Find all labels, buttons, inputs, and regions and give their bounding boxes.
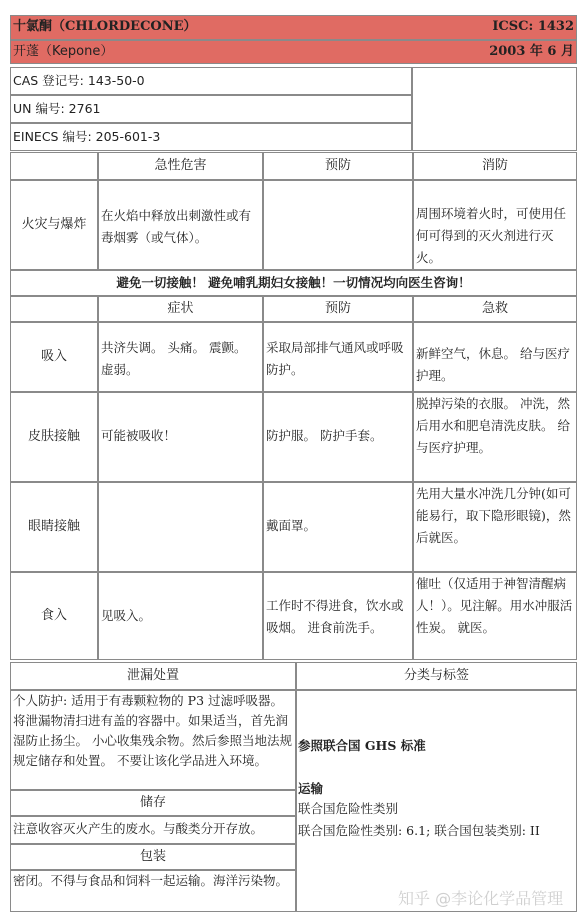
chemical-name: 十氯酮（CHLORDECONE） [13,19,197,34]
spill-text: 个人防护: 适用于有毒颗粒物的 P3 过滤呼吸器。将泄漏物清扫进有盖的容器中。如果适当，首先润湿防止扬尘。 小心收集残余物。然后参照当地法规规定储存和处置。 不要让该化学品进入环境。 [10,690,296,790]
skin-contact-label: 皮肤接触 [10,392,98,482]
chemical-alias: 开蓬（Kepone） [13,44,114,59]
icsc-number: ICSC: 1432 [492,19,574,34]
storage-text: 注意收容灭火产生的废水。与酸类分开存放。 [10,816,296,844]
header-first-aid: 急救 [413,296,577,322]
header-acute-hazard: 急性危害 [98,152,263,180]
header-symptoms: 症状 [98,296,263,322]
spill-title: 泄漏处置 [10,662,296,690]
exposure-warning: 避免一切接触！ 避免哺乳期妇女接触！一切情况均向医生咨询！ [10,270,577,296]
einecs-number: EINECS 编号: 205-601-3 [13,129,161,144]
ingestion-prevention: 工作时不得进食，饮水或吸烟。 进食前洗手。 [263,572,413,660]
skin-symptom: 可能被吸收！ [98,392,263,482]
inhalation-first-aid: 新鲜空气，休息。 给与医疗护理。 [413,322,577,392]
inhalation-symptom: 共济失调。 头痛。 震颤。 虚弱。 [98,322,263,392]
cas-number: CAS 登记号: 143-50-0 [13,73,145,88]
fire-hazard: 在火焰中释放出刺激性或有毒烟雾（或气体）。 [98,180,263,270]
issue-date: 2003 年 6 月 [489,44,574,59]
inhalation-prevention: 采取局部排气通风或呼吸防护。 [263,322,413,392]
storage-title: 储存 [10,790,296,816]
ingestion-symptom: 见吸入。 [98,572,263,660]
fire-explosion-label: 火灾与爆炸 [10,180,98,270]
eye-symptom [98,482,263,572]
un-number: UN 编号: 2761 [13,101,101,116]
firefighting: 周围环境着火时，可使用任何可得到的灭火剂进行灭火。 [413,180,577,270]
watermark: 知乎 @李论化学品管理 [398,889,564,908]
eye-first-aid: 先用大量水冲洗几分钟(如可能易行，取下隐形眼镜)，然后就医。 [413,482,577,572]
ingestion-label: 食入 [10,572,98,660]
hazard-header-blank [10,152,98,180]
classification-title: 分类与标签 [296,662,577,690]
inhalation-label: 吸入 [10,322,98,392]
header-firefighting: 消防 [413,152,577,180]
header-exposure-prevention: 预防 [263,296,413,322]
skin-prevention: 防护服。 防护手套。 [263,392,413,482]
un-hazard-class-detail: 联合国危险性类别: 6.1; 联合国包装类别: II [298,823,540,838]
packaging-text: 密闭。不得与食品和饲料一起运输。海洋污染物。 [10,870,296,912]
fire-prevention [263,180,413,270]
exposure-header-blank [10,296,98,322]
eye-contact-label: 眼睛接触 [10,482,98,572]
transport-title: 运输 [298,781,324,796]
header-prevention: 预防 [263,152,413,180]
ingestion-first-aid: 催吐（仅适用于神智清醒病人！）。见注解。用水冲服活性炭。 就医。 [413,572,577,660]
id-side-blank [412,67,577,151]
eye-prevention: 戴面罩。 [263,482,413,572]
un-hazard-class-label: 联合国危险性类别 [298,801,399,816]
packaging-title: 包装 [10,844,296,870]
skin-first-aid: 脱掉污染的衣服。 冲洗，然后用水和肥皂清洗皮肤。 给与医疗护理。 [413,392,577,482]
ghs-reference: 参照联合国 GHS 标准 [298,738,426,753]
